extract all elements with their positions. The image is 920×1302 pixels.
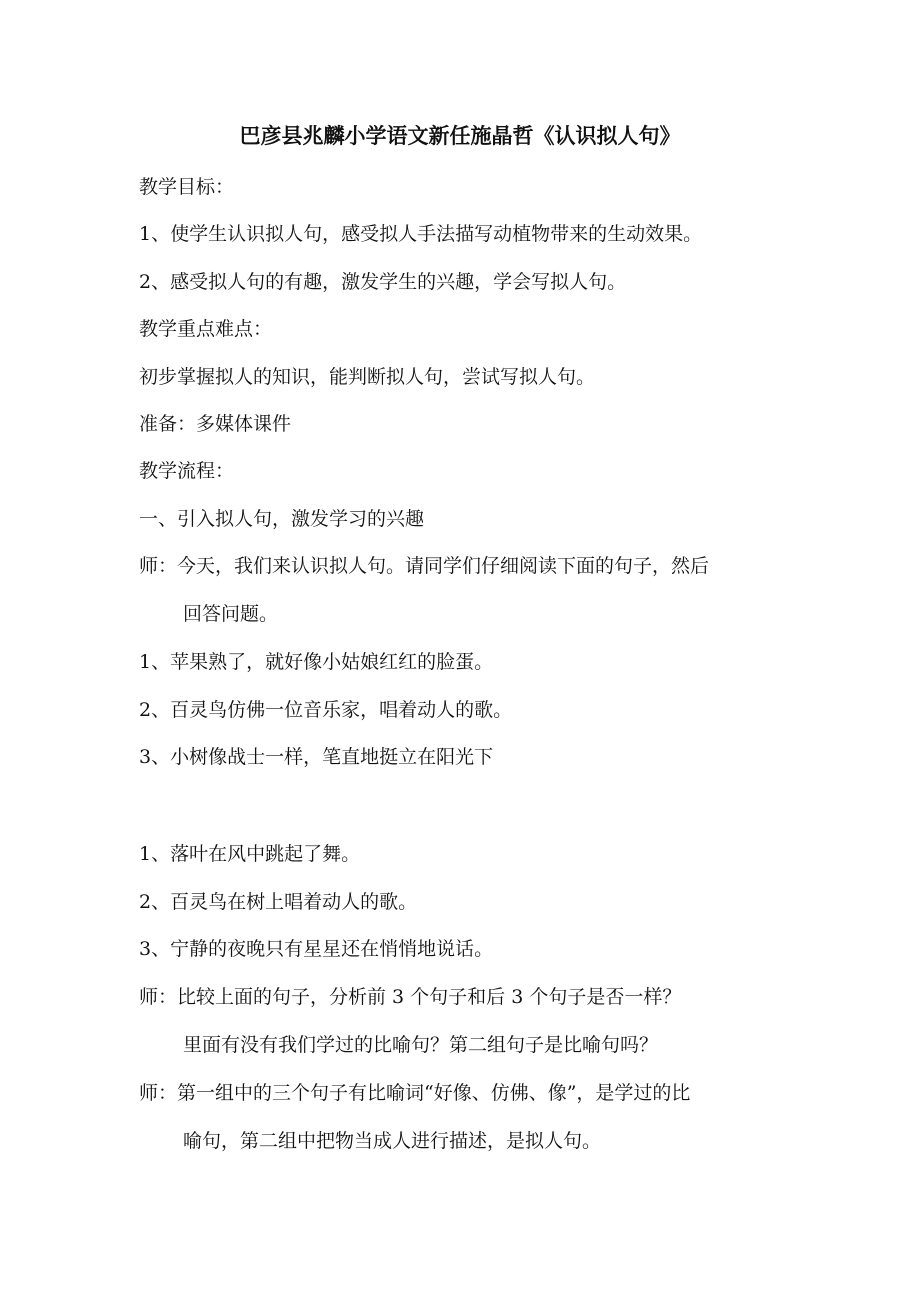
teacher-line-3-continued: 喻句，第二组中把物当成人进行描述，是拟人句。 — [183, 1130, 602, 1152]
teacher-line-1: 师：今天，我们来认识拟人句。请同学们仔细阅读下面的句子，然后 — [139, 555, 710, 577]
section-heading-1: 一、引入拟人句，激发学习的兴趣 — [139, 508, 425, 530]
example-group2-item-2: 2、百灵鸟在树上唱着动人的歌。 — [139, 891, 418, 913]
goal-item-1: 1、使学生认识拟人句，感受拟人手法描写动植物带来的生动效果。 — [139, 223, 703, 245]
heading-key-points: 教学重点难点： — [139, 318, 273, 340]
key-points-text: 初步掌握拟人的知识，能判断拟人句，尝试写拟人句。 — [139, 366, 596, 388]
teacher-line-3: 师：第一组中的三个句子有比喻词“好像、仿佛、像”，是学过的比 — [139, 1082, 691, 1104]
goal-item-2: 2、感受拟人句的有趣，激发学生的兴趣，学会写拟人句。 — [139, 271, 627, 293]
example-group1-item-3: 3、小树像战士一样，笔直地挺立在阳光下 — [139, 746, 494, 768]
example-group2-item-1: 1、落叶在风中跳起了舞。 — [139, 843, 361, 865]
heading-teaching-goals: 教学目标： — [139, 176, 235, 198]
example-group2-item-3: 3、宁静的夜晚只有星星还在悄悄地说话。 — [139, 938, 494, 960]
teacher-line-2-continued: 里面有没有我们学过的比喻句？第二组句子是比喻句吗？ — [183, 1034, 659, 1056]
teacher-line-2: 师：比较上面的句子，分析前 3 个句子和后 3 个句子是否一样？ — [139, 986, 682, 1008]
teacher-line-1-continued: 回答问题。 — [183, 603, 279, 625]
example-group1-item-2: 2、百灵鸟仿佛一位音乐家，唱着动人的歌。 — [139, 699, 513, 721]
preparation-text: 准备：多媒体课件 — [139, 413, 292, 435]
example-group1-item-1: 1、苹果熟了，就好像小姑娘红红的脸蛋。 — [139, 651, 494, 673]
heading-teaching-process: 教学流程： — [139, 460, 235, 482]
document-title: 巴彦县兆麟小学语文新任施晶哲《认识拟人句》 — [239, 123, 681, 148]
